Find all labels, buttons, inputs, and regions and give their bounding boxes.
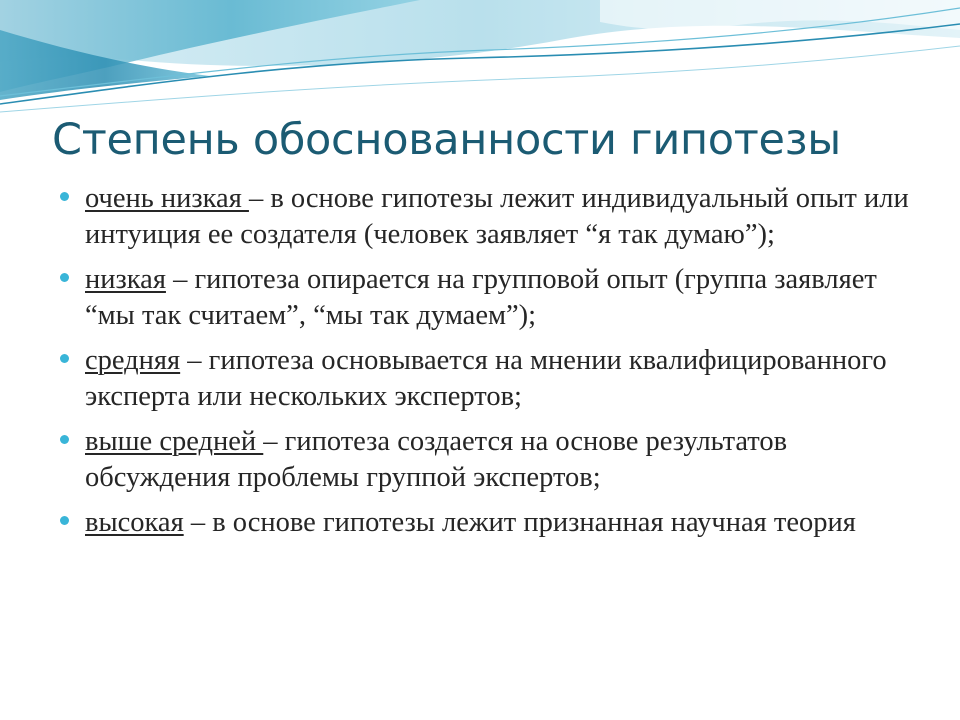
bullet-item-high: [60, 505, 920, 541]
bullet-term: очень низкая: [85, 183, 249, 214]
bullet-term: низкая: [85, 264, 166, 295]
bullet-term: выше средней: [85, 426, 264, 457]
bullet-text: – гипотеза опирается на групповой опыт (группа заявляет “мы так считаем”, “мы так думаем”);: [85, 264, 884, 331]
bullet-dot-icon: [60, 273, 69, 282]
bullet-term: высокая: [85, 507, 184, 538]
bullet-dot-icon: [60, 435, 69, 444]
bullet-text: – в основе гипотезы лежит признанная научная теория: [183, 507, 856, 538]
bullet-item-above-medium: [60, 424, 920, 496]
bullet-dot-icon: [60, 192, 69, 201]
slide-title: Степень обоснованности гипотезы: [52, 115, 841, 165]
bullet-dot-icon: [60, 354, 69, 363]
bullet-text: – в основе гипотезы лежит индивидуальный опыт или интуиция ее создателя (человек заявляет “я так думаю”);: [85, 183, 916, 250]
bullet-dot-icon: [60, 516, 69, 525]
bullet-item-very-low: [60, 181, 920, 253]
bullet-text: – гипотеза создается на основе результатов обсуждения проблемы группой экспертов;: [85, 426, 802, 493]
bullet-item-low: [60, 262, 920, 334]
bullet-text: – гипотеза основывается на мнении квалифицированного эксперта или нескольких экспертов;: [85, 345, 894, 412]
bullet-term: средняя: [85, 345, 181, 376]
bullet-list: [60, 181, 920, 550]
bullet-item-medium: [60, 343, 920, 415]
header-wave-decoration: [0, 0, 960, 120]
